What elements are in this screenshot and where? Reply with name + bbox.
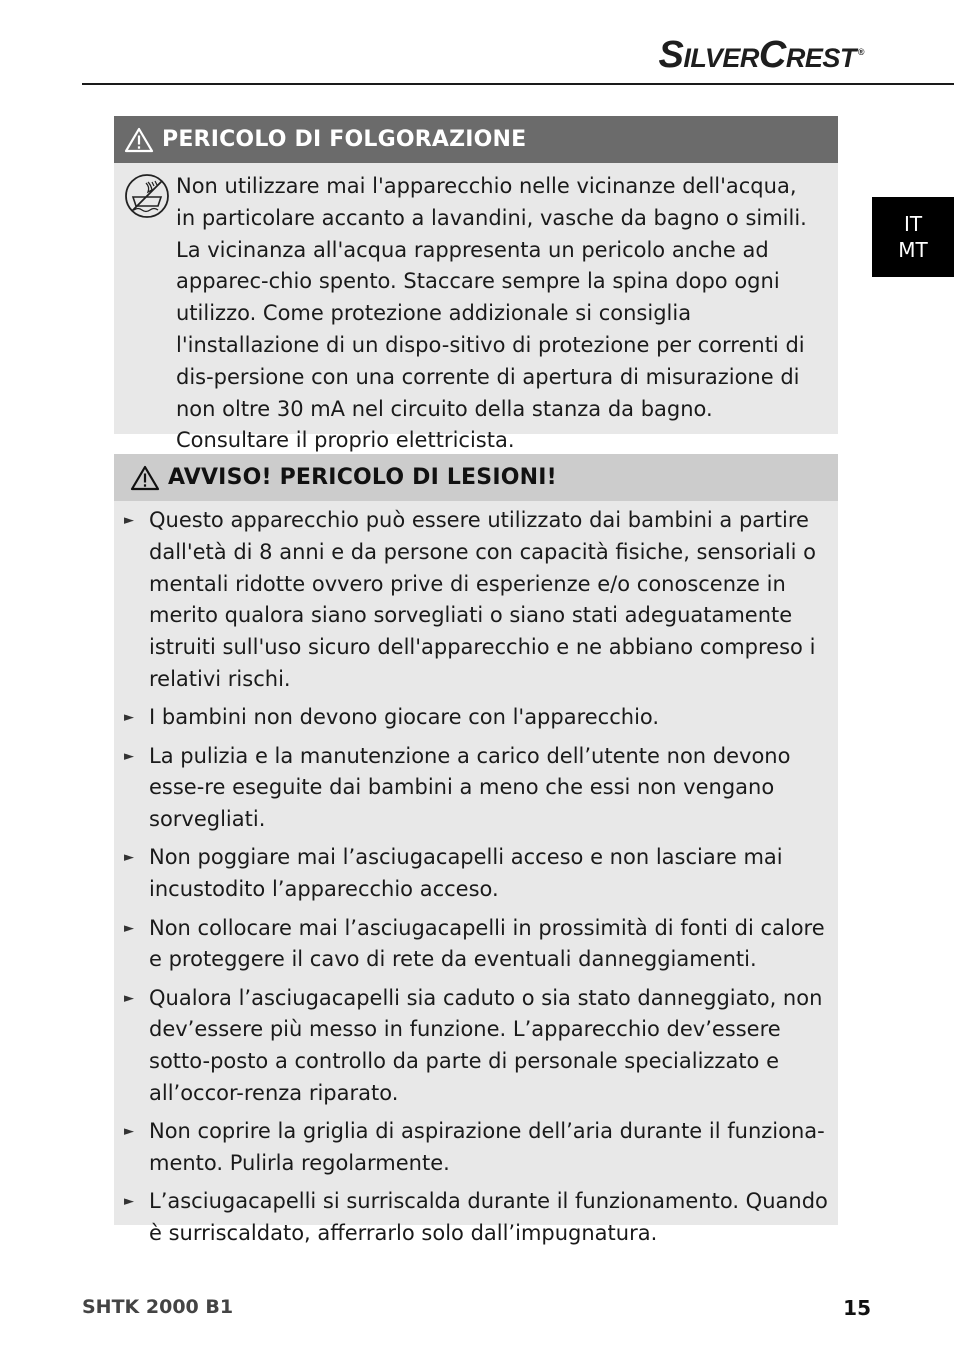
logo-letter-s: S bbox=[658, 34, 684, 76]
model-number: SHTK 2000 B1 bbox=[82, 1296, 234, 1318]
language-code-it: IT bbox=[903, 212, 923, 236]
list-item-text: Questo apparecchio può essere utilizzato dai bambini a partire dall'età di 8 anni e da persone con capacità fisiche, sensoriali o mentali ridotte ovvero prive di esperienze e/o conoscenze in merito qualora siano sorvegliati o siano stati adeguatamente istruiti sull'uso sicuro dell'apparecchio e ne abbiano compreso i relativi rischi. bbox=[149, 508, 817, 691]
electrocution-danger-box bbox=[114, 116, 838, 453]
list-item-text: Qualora l’asciugacapelli sia caduto o sia stato danneggiato, non dev’essere più messo in funzione. L’apparecchio dev’essere sotto-posto a controllo da parte di personale specializzato e all’occor-renza riparato. bbox=[149, 985, 823, 1106]
language-tab bbox=[872, 197, 954, 277]
header-rule bbox=[82, 83, 954, 85]
injury-warning-box bbox=[114, 454, 838, 1246]
registered-mark: ® bbox=[857, 46, 864, 57]
bullet-arrow-icon: ► bbox=[124, 1124, 134, 1140]
list-item bbox=[124, 842, 828, 906]
language-code-mt: MT bbox=[898, 238, 928, 262]
no-water-bath-icon bbox=[124, 173, 170, 219]
list-item bbox=[124, 741, 828, 836]
bullet-arrow-icon: ► bbox=[124, 748, 134, 764]
bullet-arrow-icon: ► bbox=[124, 710, 134, 726]
list-item bbox=[124, 1186, 828, 1250]
list-item-text: Non collocare mai l’asciugacapelli in prossimità di fonti di calore e proteggere il cavo di rete da eventuali danneggiamenti. bbox=[149, 915, 825, 972]
danger-box-body bbox=[114, 163, 838, 457]
bullet-arrow-icon: ► bbox=[124, 1194, 134, 1210]
warning-box-title: AVVISO! PERICOLO DI LESIONI! bbox=[168, 465, 557, 490]
logo-letter-c: C bbox=[758, 34, 786, 76]
bullet-arrow-icon: ► bbox=[124, 850, 134, 866]
list-item bbox=[124, 983, 828, 1110]
list-item-text: Non coprire la griglia di aspirazione dell’aria durante il funziona-mento. Pulirla regolarmente. bbox=[149, 1119, 825, 1176]
danger-box-header bbox=[114, 116, 838, 163]
logo-text-rest: REST bbox=[785, 43, 856, 73]
list-item bbox=[124, 1116, 828, 1180]
bullet-arrow-icon: ► bbox=[124, 513, 134, 528]
danger-box-text: Non utilizzare mai l'apparecchio nelle vicinanze dell'acqua, in particolare accanto a lavandini, vasche da bagno o simili. La vicinanza all'acqua rappresenta un pericolo anche ad apparec-chio spento. Staccare sempre la spina dopo ogni utilizzo. Come protezione addizionale si consiglia l'installazione di un dispo-sitivo di protezione per correnti di dis-persione con una corrente di apertura di misurazione di non oltre 30 mA nel circuito della stanza da bagno. Consultare il proprio elettricista. bbox=[176, 174, 807, 453]
list-item bbox=[124, 505, 828, 696]
bullet-arrow-icon: ► bbox=[124, 920, 134, 936]
list-item-text: La pulizia e la manutenzione a carico dell’utente non devono esse-re eseguite dai bambini a meno che essi non vengano sorvegliati. bbox=[149, 743, 791, 832]
list-item-text: I bambini non devono giocare con l'apparecchio. bbox=[149, 705, 660, 730]
danger-box-title: PERICOLO DI FOLGORAZIONE bbox=[162, 127, 527, 152]
brand-logo bbox=[659, 34, 865, 77]
warning-triangle-icon bbox=[130, 465, 160, 491]
warning-list bbox=[114, 501, 838, 1250]
list-item bbox=[124, 913, 828, 977]
list-item-text: L’asciugacapelli si surriscalda durante il funzionamento. Quando è surriscaldato, afferrarlo solo dall’impugnatura. bbox=[149, 1189, 828, 1246]
logo-text-ilver: ILVER bbox=[683, 43, 759, 73]
page-number: 15 bbox=[843, 1296, 871, 1320]
warning-box-header bbox=[114, 454, 838, 501]
warning-triangle-icon bbox=[124, 127, 154, 153]
list-item bbox=[124, 702, 828, 734]
bullet-arrow-icon: ► bbox=[124, 990, 134, 1006]
list-item-text: Non poggiare mai l’asciugacapelli acceso e non lasciare mai incustodito l’apparecchio acceso. bbox=[149, 845, 783, 902]
